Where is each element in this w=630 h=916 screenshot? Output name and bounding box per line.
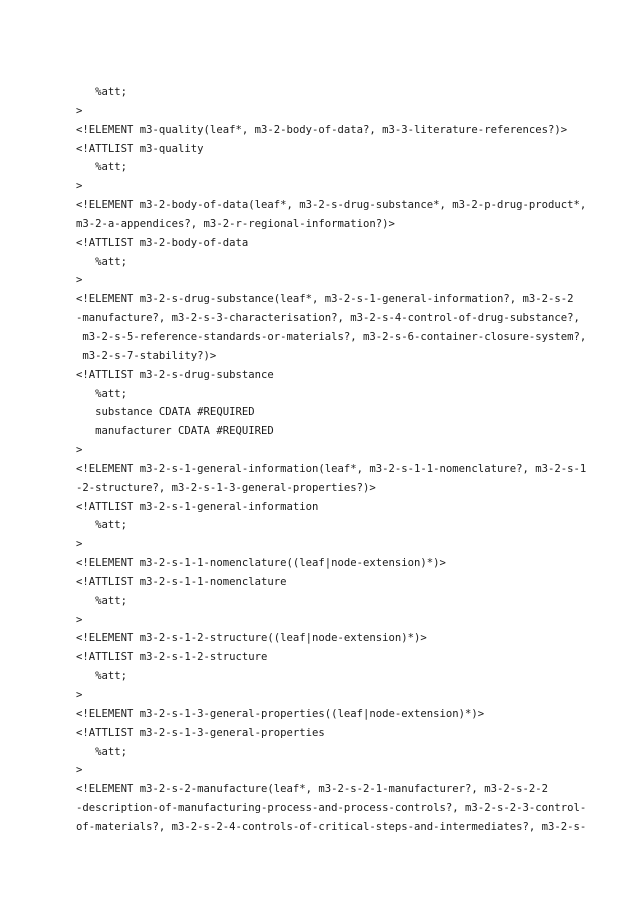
code-line: -description-of-manufacturing-process-and-process-controls?, m3-2-s-2-3-control-: [76, 802, 587, 815]
code-line: <!ATTLIST m3-quality: [76, 142, 204, 155]
code-line: %att;: [76, 745, 128, 758]
code-line: %att;: [76, 387, 128, 400]
code-line: %att;: [76, 670, 128, 683]
code-line: of-materials?, m3-2-s-2-4-controls-of-critical-steps-and-intermediates?, m3-2-s-: [76, 820, 587, 833]
code-line: >: [76, 689, 83, 701]
code-line: >: [76, 444, 83, 457]
code-line: <!ELEMENT m3-quality(leaf*, m3-2-body-of-data?, m3-3-literature-references?)>: [76, 123, 568, 136]
code-line: -2-structure?, m3-2-s-1-3-general-properties?)>: [76, 481, 376, 494]
code-line: >: [76, 613, 83, 626]
code-line: %att;: [76, 519, 128, 532]
code-line: >: [76, 104, 83, 117]
code-line: >: [76, 180, 83, 193]
dtd-code-block: [76, 83, 616, 837]
code-line: <!ELEMENT m3-2-s-1-general-information(leaf*, m3-2-s-1-1-nomenclature?, m3-2-s-1: [76, 462, 587, 475]
code-line: %att;: [76, 255, 128, 268]
code-line: -manufacture?, m3-2-s-3-characterisation?, m3-2-s-4-control-of-drug-substance?,: [76, 312, 580, 325]
code-line: m3-2-s-5-reference-standards-or-materials?, m3-2-s-6-container-closure-system?,: [76, 330, 587, 343]
code-line: %att;: [76, 161, 128, 174]
code-line: <!ELEMENT m3-2-s-2-manufacture(leaf*, m3-2-s-2-1-manufacturer?, m3-2-s-2-2: [76, 783, 548, 796]
code-line: >: [76, 764, 83, 777]
code-line: <!ATTLIST m3-2-s-1-3-general-properties: [76, 726, 325, 739]
code-line: substance CDATA #REQUIRED: [76, 406, 255, 419]
code-line: <!ELEMENT m3-2-s-drug-substance(leaf*, m3-2-s-1-general-information?, m3-2-s-2: [76, 293, 574, 306]
code-line: <!ATTLIST m3-2-s-1-1-nomenclature: [76, 575, 287, 588]
code-line: %att;: [76, 594, 128, 607]
code-line: >: [76, 538, 83, 551]
code-line: <!ELEMENT m3-2-s-1-3-general-properties((leaf|node-extension)*)>: [76, 707, 485, 720]
code-line: m3-2-a-appendices?, m3-2-r-regional-information?)>: [76, 217, 395, 230]
code-line: <!ATTLIST m3-2-s-1-general-information: [76, 500, 319, 513]
code-line: <!ELEMENT m3-2-s-1-2-structure((leaf|node-extension)*)>: [76, 632, 427, 645]
code-line: <!ELEMENT m3-2-s-1-1-nomenclature((leaf|node-extension)*)>: [76, 557, 446, 570]
code-line: >: [76, 274, 83, 287]
code-line: m3-2-s-7-stability?)>: [76, 349, 217, 362]
code-line: <!ATTLIST m3-2-body-of-data: [76, 236, 249, 249]
code-line: <!ATTLIST m3-2-s-drug-substance: [76, 368, 274, 381]
code-line: manufacturer CDATA #REQUIRED: [76, 425, 274, 438]
code-line: <!ELEMENT m3-2-body-of-data(leaf*, m3-2-s-drug-substance*, m3-2-p-drug-product*,: [76, 199, 587, 212]
code-line: %att;: [76, 86, 128, 98]
code-line: <!ATTLIST m3-2-s-1-2-structure: [76, 651, 268, 664]
